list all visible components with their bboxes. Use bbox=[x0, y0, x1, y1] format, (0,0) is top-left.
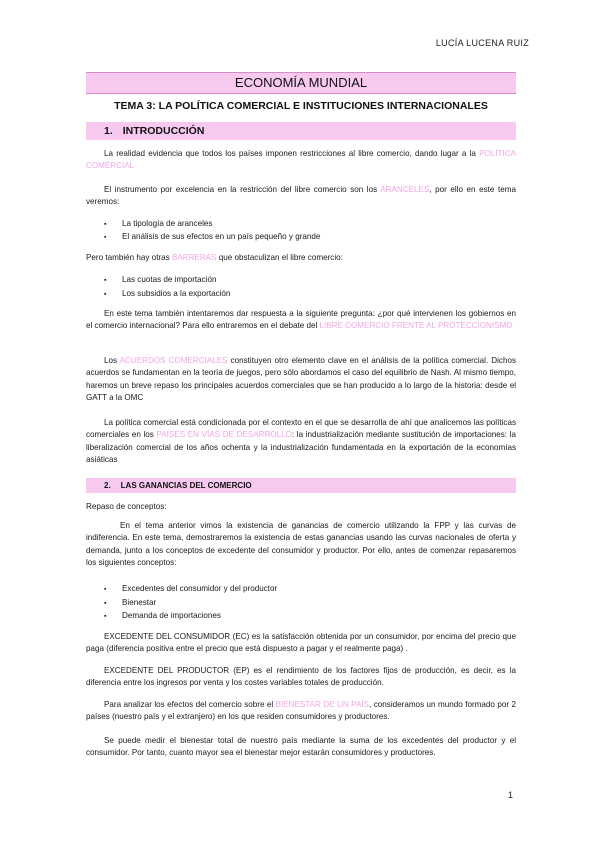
list-item-text: Demanda de importaciones bbox=[122, 611, 221, 620]
paragraph-excedente-consumidor: EXCEDENTE DEL CONSUMIDOR (EC) es la satisfacción obtenida por un consumidor, por encima del precio que paga (diferencia positiva entre el precio que está dispuesto a pagar y el realmente paga) . bbox=[86, 632, 516, 654]
paragraph-repaso: Repaso de conceptos: bbox=[86, 502, 167, 511]
list-item bbox=[104, 218, 212, 231]
section-heading-ganancias bbox=[86, 478, 516, 493]
bullet-icon: ▪ bbox=[104, 291, 107, 298]
highlight-term: ACUERDOS COMERCIALES bbox=[119, 356, 228, 365]
highlight-term: LIBRE COMERCIO FRENTE AL PROTECCIONISMO bbox=[319, 321, 513, 331]
paragraph-aranceles bbox=[86, 184, 516, 209]
highlight-term: PAÍSES EN VÍAS DE DESARROLLO bbox=[156, 430, 292, 440]
paragraph-acuerdos-comerciales bbox=[86, 355, 516, 405]
paragraph-excedente-productor: EXCEDENTE DEL PRODUCTOR (EP) es el rendimiento de los factores fijos de producción, es decir, es la diferencia entre los ingresos por venta y los costes variables totales de producción. bbox=[86, 666, 516, 688]
document-subtitle: TEMA 3: LA POLÍTICA COMERCIAL E INSTITUCIONES INTERNACIONALES bbox=[114, 100, 488, 112]
highlight-term: POLÍTICA COMERCIAL bbox=[86, 149, 516, 171]
list-item bbox=[104, 583, 277, 596]
text-run: La política comercial está condicionada por el contexto en el que se desarrolla de ahí que analicemos las políticas comerciales en los bbox=[86, 418, 516, 440]
paragraph-paises-en-desarrollo bbox=[86, 417, 516, 467]
list-item bbox=[104, 610, 221, 623]
section-number: 1. bbox=[104, 125, 113, 137]
paragraph-bienestar bbox=[86, 699, 516, 724]
highlight-term: ARANCELES bbox=[380, 185, 430, 194]
bullet-icon: ▪ bbox=[104, 234, 107, 241]
paragraph-bienestar-total: Se puede medir el bienestar total de nuestro país mediante la suma de los excedentes del productor y el consumidor. Por tanto, cuanto mayor sea el bienestar mejor estarán consumidores y productores. bbox=[86, 736, 516, 758]
list-item-text: Los subsidios a la exportación bbox=[122, 289, 231, 298]
bullet-icon: ▪ bbox=[104, 277, 107, 284]
text-run: constituyen otro elemento clave en el análisis de la política comercial. Dichos acuerdos se fundamentan en la teoría de juegos, pero sólo abordamos el caso del equilibrio de Nash. Al mismo tiempo, haremos un breve repaso los principales acuerdos comerciales que se han producido a lo largo de la historia: desde el GATT a la OMC bbox=[86, 356, 516, 403]
paragraph-tema-anterior: En el tema anterior vimos la existencia de ganancias de comercio utilizando la FPP y las curvas de indiferencia. En este tema, demostraremos la existencia de estas ganancias usando las curvas nacionales de oferta y demanda, junto a los conceptos de excedente del consumidor y productor. Por ello, antes de comenzar repasaremos los siguientes conceptos: bbox=[86, 521, 516, 568]
paragraph-politica-comercial bbox=[86, 148, 516, 173]
bullet-icon: ▪ bbox=[104, 613, 107, 620]
list-item bbox=[104, 274, 216, 287]
list-item bbox=[104, 288, 230, 301]
section-label: LAS GANANCIAS DEL COMERCIO bbox=[120, 481, 252, 490]
text-run: que obstaculizan el libre comercio: bbox=[216, 253, 343, 262]
bullet-icon: ▪ bbox=[104, 221, 107, 228]
text-run: Los bbox=[104, 356, 120, 365]
author-header: LUCÍA LUCENA RUIZ bbox=[435, 38, 529, 48]
list-item bbox=[104, 231, 320, 244]
list-item-text: Bienestar bbox=[122, 598, 157, 607]
text-run: , por ello en este tema veremos: bbox=[86, 185, 516, 207]
section-number: 2. bbox=[104, 481, 111, 490]
highlight-term: BIENESTAR DE UN PAÍS bbox=[275, 700, 370, 709]
page-number: 1 bbox=[508, 790, 514, 800]
list-item-text: La tipología de aranceles bbox=[122, 219, 213, 228]
text-run: La realidad evidencia que todos los países imponen restricciones al libre comercio, dando lugar a la bbox=[104, 149, 480, 158]
text-run: Para analizar los efectos del comercio sobre el bbox=[104, 700, 276, 709]
text-run: El instrumento por excelencia en la restricción del libre comercio son los bbox=[104, 185, 381, 194]
list-item-text: El análisis de sus efectos en un país pequeño y grande bbox=[122, 232, 321, 241]
section-heading-introduccion bbox=[86, 122, 516, 140]
highlight-term: BARRERAS bbox=[171, 253, 217, 262]
list-item-text: Excedentes del consumidor y del productor bbox=[122, 584, 278, 593]
text-run: En este tema también intentaremos dar respuesta a la siguiente pregunta: ¿por qué intervienen los gobiernos en el comercio internacional? Para ello entraremos en el debate del bbox=[86, 309, 516, 331]
text-run: , consideramos un mundo formado por 2 países (nuestro país y el extranjero) en los que residen consumidores y productores. bbox=[86, 700, 516, 722]
paragraph-libre-comercio bbox=[86, 308, 516, 333]
section-label: INTRODUCCIÓN bbox=[122, 125, 205, 137]
text-run: : la industrialización mediante sustitución de importaciones: la liberalización comercial de los años ochenta y la industrialización fundamentada en la exportación de la economías asiáticas bbox=[86, 430, 516, 465]
bullet-icon: ▪ bbox=[104, 600, 107, 607]
text-run: Pero también hay otras bbox=[86, 253, 172, 262]
list-item bbox=[104, 597, 156, 610]
bullet-icon: ▪ bbox=[104, 586, 107, 593]
document-title: ECONOMÍA MUNDIAL bbox=[86, 72, 516, 94]
list-item-text: Las cuotas de importación bbox=[122, 275, 217, 284]
paragraph-barreras bbox=[86, 252, 516, 264]
